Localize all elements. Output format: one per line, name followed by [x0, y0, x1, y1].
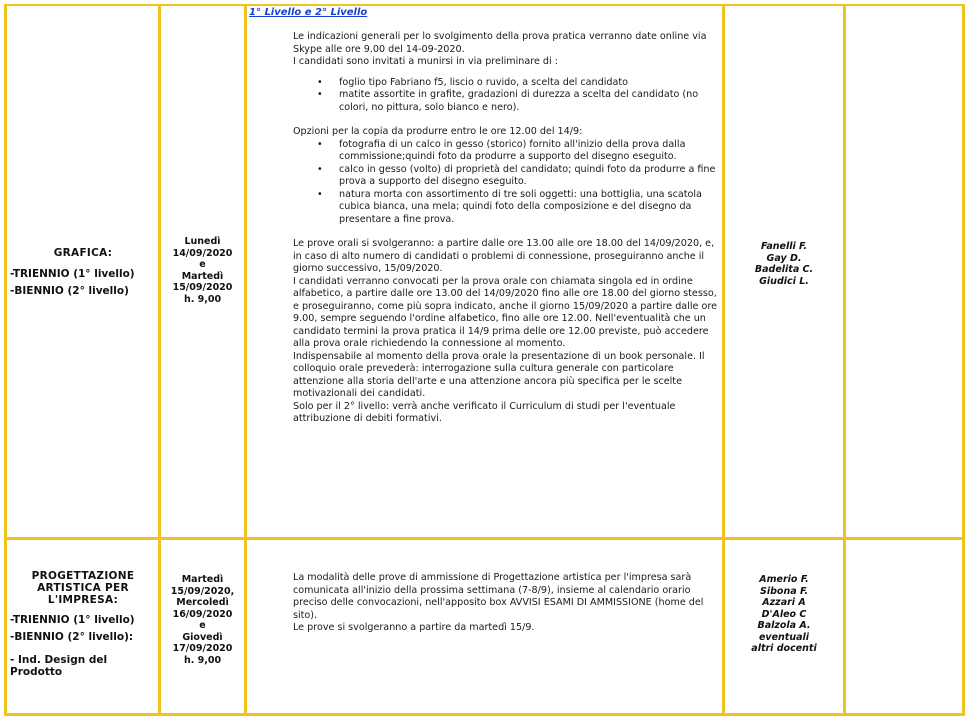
teacher-name: Sibona F. [760, 585, 808, 597]
instructions-paragraph: Le prove orali si svolgeranno: a partire dalle ore 13.00 alle ore 18.00 del 14/09/2020, e, in caso di alto numero di candidati o problemi di connessione, proseguiranno anche il giorno successivo, 15/09/2020. [293, 238, 715, 274]
instructions-paragraph: Le indicazioni generali per lo svolgimento della prova pratica verranno date online via Skype alle ore 9.00 del 14-09-2020. [293, 31, 707, 55]
date-line: h. 9,00 [183, 293, 222, 305]
teacher-name: Gay D. [766, 252, 802, 264]
date-line: Martedì [181, 270, 224, 282]
date-line: 14/09/2020 [172, 247, 233, 259]
border-col4 [843, 4, 846, 716]
date-line: e [199, 620, 206, 631]
subject-level-triennio: -TRIENNIO (1° livello) [10, 268, 135, 280]
instructions-paragraph: Le prove si svolgeranno a partire da martedì 15/9. [293, 622, 535, 633]
teacher-name: Fanelli F. [760, 241, 808, 252]
date-line: Giovedì [182, 631, 223, 643]
instructions-paragraph: I candidati verranno convocati per la prova orale con chiamata singola ed in ordine alfabetico, a partire dalle ore 13.00 del 14/09/2020 fino alle ore 18.00 del giorno stesso, e proseguiranno, come più sopra indicato, anche il giorno 15/09/2020 a partire dalle ore 9.00, sempre seguendo l'ordine alfabetico, fino alle ore 12.00. Nell'eventualità che un candidato termini la prova pratica il 14/9 prima delle ore 12.00 previste, può accedere alla prova orale richiedendo la connessione al momento. [293, 275, 717, 349]
teachers-list [725, 241, 843, 287]
border-top [4, 4, 965, 6]
level-link[interactable]: 1° Livello e 2° Livello [249, 7, 368, 18]
exam-date [161, 236, 244, 305]
teacher-name: Balzola A. [757, 620, 811, 631]
date-line: Lunedì [184, 236, 221, 247]
list-item: • matite assortite in grafite, gradazioni di durezza a scelta del candidato (no colori, no pittura, solo bianco e nero). [339, 89, 725, 114]
materials-list [293, 77, 725, 115]
subject-level-design: - Ind. Design del Prodotto [10, 654, 108, 678]
subject-level-triennio: -TRIENNIO (1° livello) [10, 614, 135, 626]
date-line: Mercoledì [176, 597, 229, 608]
date-line: e [199, 259, 206, 270]
instructions-paragraph: Indispensabile al momento della prova orale la presentazione di un book personale. Il colloquio orale prevederà: interrogazione sulla cultura generale con particolare attenzione alla storia dell'arte e una attenzione ancora più specifica per le scelte motivazionali dei candidati. [293, 350, 705, 399]
list-item: • fotografia di un calco in gesso (storico) fornito all'inizio della prova dalla commissione;quindi foto da produrre a supporto del disegno eseguito. [339, 139, 725, 164]
exam-instructions [293, 31, 725, 426]
border-bottom [4, 713, 965, 716]
list-item: • foglio tipo Fabriano f5, liscio o ruvido, a scelta del candidato [339, 77, 725, 90]
teacher-name: D'Aleo C [761, 608, 807, 620]
subject-grafica [10, 247, 156, 298]
subject-level-biennio: -BIENNIO (2° livello): [10, 631, 134, 643]
teacher-note: altri docenti [751, 643, 817, 654]
border-left [4, 4, 7, 716]
date-line: 15/09/2020 [172, 282, 233, 293]
teachers-list [725, 574, 843, 655]
instructions-paragraph: Opzioni per la copia da produrre entro le ore 12.00 del 14/9: [293, 126, 583, 137]
border-right [962, 4, 965, 716]
subject-title: GRAFICA: [53, 247, 113, 259]
teacher-name: Azzari A [762, 597, 806, 608]
teacher-name: Giudici L. [759, 275, 809, 287]
date-line: 17/09/2020 [172, 643, 233, 654]
date-line: Martedì [181, 574, 224, 585]
options-list [293, 139, 725, 227]
list-item: • natura morta con assortimento di tre soli oggetti: una bottiglia, una scatola cubica bianca, una mela; quindi foto della composizione e del disegno da presentare a fine prova. [339, 189, 725, 227]
instructions-paragraph: Solo per il 2° livello: verrà anche verificato il Curriculum di studi per l'eventuale attribuzione di debiti formativi. [293, 400, 676, 424]
teacher-name: Amerio F. [759, 574, 809, 585]
subject-level-biennio: -BIENNIO (2° livello) [10, 285, 129, 297]
instructions-paragraph: I candidati sono invitati a munirsi in via preliminare di : [293, 56, 558, 67]
date-line: h. 9,00 [183, 654, 222, 666]
instructions-paragraph: La modalità delle prove di ammissione di Progettazione artistica per l'impresa sarà comunicata all'inizio della prossima settimana (7-8/9), insieme al calendario orario preciso delle convocazioni, nell'apposito box AVVISI ESAMI DI AMMISSIONE (home del sito). [293, 572, 704, 621]
teacher-name: Badelita C. [754, 264, 814, 275]
subject-title: PROGETTAZIONE ARTISTICA PER L'IMPRESA: [31, 570, 135, 606]
exam-instructions [293, 572, 723, 635]
subject-progettazione [10, 570, 156, 678]
teacher-note: eventuali [758, 631, 810, 643]
date-line: 15/09/2020, [170, 585, 235, 597]
border-col2 [244, 4, 247, 716]
exam-date [161, 574, 244, 666]
border-row-divider [4, 537, 965, 540]
list-item: • calco in gesso (volto) di proprietà del candidato; quindi foto da produrre a fine prova a supporto del disegno eseguito. [339, 164, 725, 189]
date-line: 16/09/2020 [172, 608, 233, 620]
